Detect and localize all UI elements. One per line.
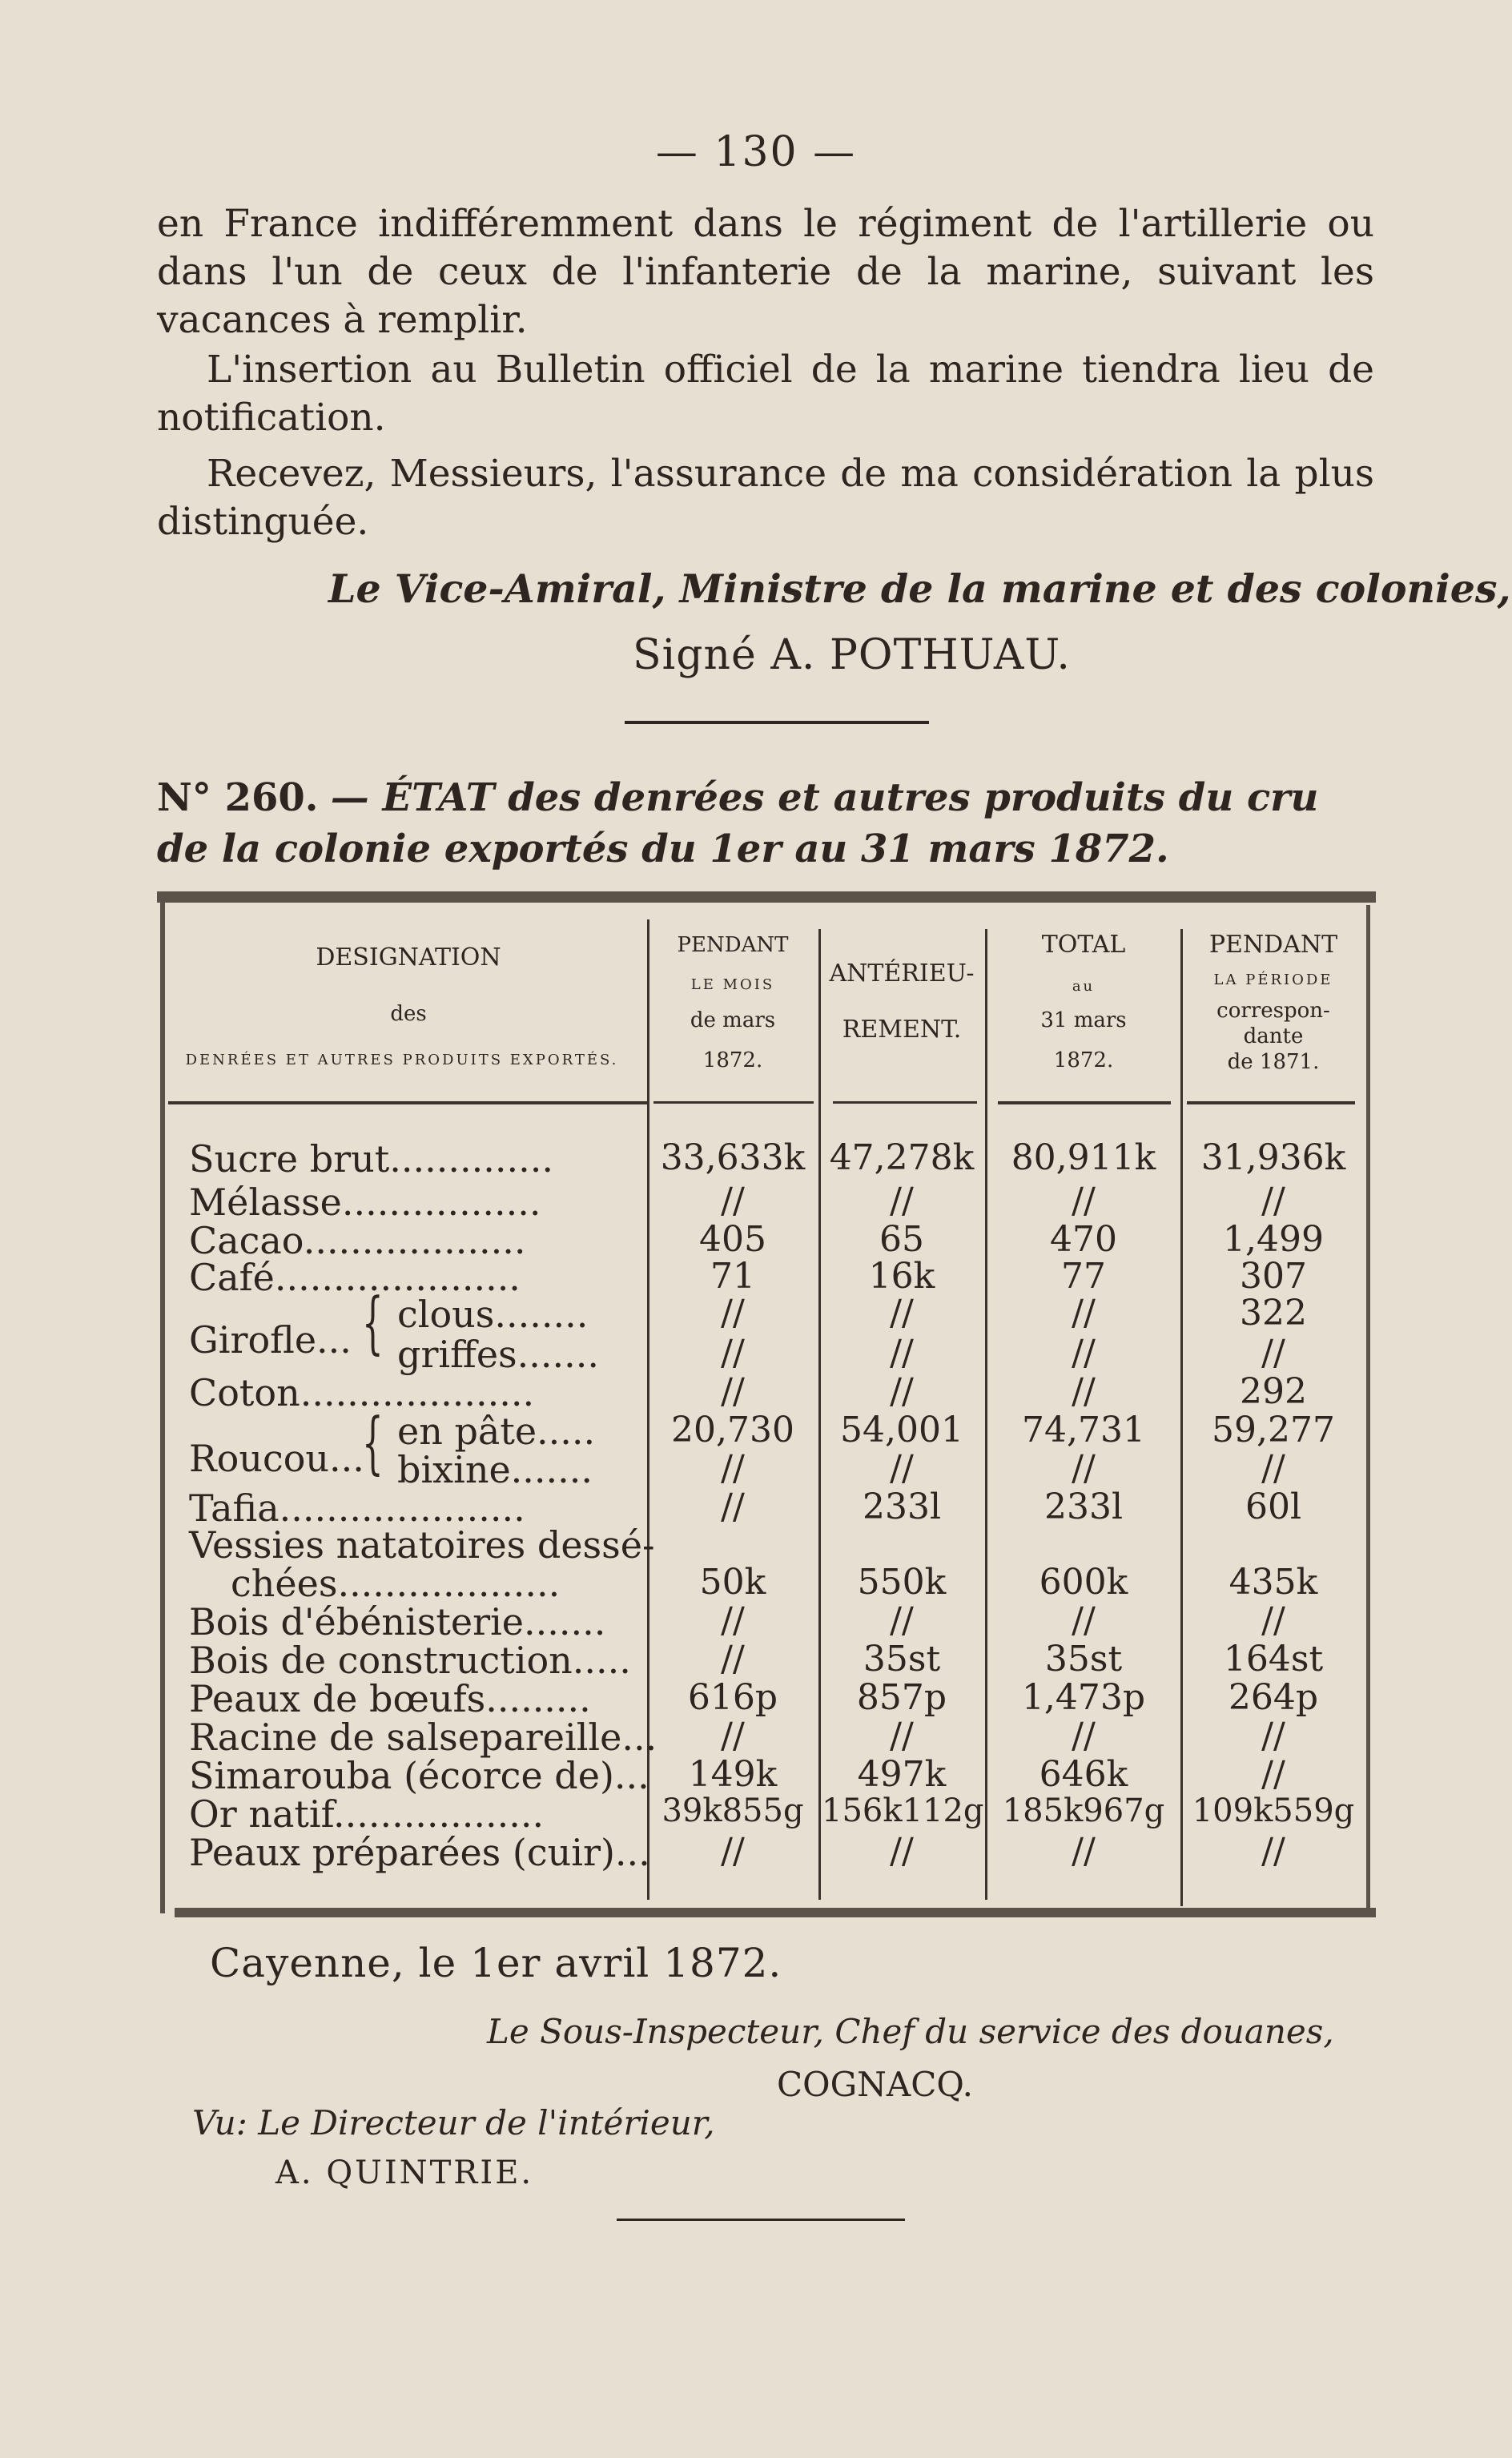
header-designation-1: DESIGNATION [316,943,501,972]
paragraph-1: en France indifféremment dans le régiment de l'artillerie ou dans l'un de ceux de l'infanterie de la marine, suivant les vacances à remplir. [157,202,1374,342]
closing-vu-name: A. QUINTRIE. [275,2154,534,2191]
group-label-girofle: Girofle... [189,1318,352,1362]
table-cell: // [1072,1448,1096,1489]
header-underline-4 [998,1101,1171,1104]
table-cell: 149k [688,1754,778,1795]
table-row-label: Or natif.................. [189,1792,545,1836]
table-cell: // [721,1831,745,1872]
table-cell: 646k [1039,1754,1128,1795]
table-cell: // [1261,1600,1285,1641]
table-cell: // [890,1448,914,1489]
table-row-label: Coton.................... [189,1371,535,1414]
table-cell: 74,731 [1022,1410,1145,1450]
header-col3-4: 1872. [1053,1048,1114,1072]
closing-signatory-name: COGNACQ. [777,2065,974,2104]
table-left-border [160,903,165,1913]
table-row-label: griffes....... [397,1333,600,1376]
signatory-name: Signé A. POTHUAU. [633,631,1071,679]
table-row-label: bixine....... [397,1448,593,1491]
group-label-roucou: Roucou... [189,1437,364,1480]
table-cell: // [890,1716,914,1756]
col-divider-2 [818,929,821,1900]
header-designation-3: DENRÉES ET AUTRES PRODUITS EXPORTÉS. [185,1052,619,1068]
table-cell: 322 [1240,1293,1307,1334]
table-cell: // [1072,1333,1096,1374]
table-cell: 54,001 [840,1410,963,1450]
table-row-label: Café..................... [189,1256,521,1299]
table-cell: 35st [1044,1639,1123,1680]
table-cell: 156k112g [822,1792,984,1829]
table-cell: // [890,1181,914,1221]
table-cell: // [721,1448,745,1489]
header-col4-5: de 1871. [1227,1050,1320,1074]
table-cell: // [1072,1600,1096,1641]
table-cell: // [721,1600,745,1641]
table-cell: // [1072,1371,1096,1412]
table-row-label: en pâte..... [397,1410,596,1453]
table-row-label: chées................... [231,1562,561,1605]
header-col4-3: correspon- [1216,999,1330,1023]
table-cell: 31,936k [1200,1137,1346,1178]
table-cell: // [721,1486,745,1527]
table-cell: 47,278k [829,1137,975,1178]
table-cell: // [721,1333,745,1374]
header-col3-1: TOTAL [1041,931,1126,959]
header-col2-2: REMENT. [842,1016,962,1044]
brace-roucou: { [362,1403,384,1482]
table-row-label: Bois de construction..... [189,1639,631,1682]
table-cell: // [1261,1716,1285,1756]
table-cell: // [1072,1181,1096,1221]
table-cell: 292 [1240,1371,1307,1412]
table-cell: // [1261,1181,1285,1221]
table-row-label: Tafia..................... [189,1486,525,1530]
table-cell: 600k [1039,1562,1128,1603]
header-col3-3: 31 mars [1040,1008,1127,1032]
table-cell: 20,730 [671,1410,794,1450]
table-cell: 1,499 [1223,1219,1324,1260]
table-cell: // [890,1293,914,1334]
table-cell: 50k [699,1562,766,1603]
header-underline-5 [1187,1101,1355,1104]
header-col4-4: dante [1243,1024,1304,1048]
table-cell: // [1261,1754,1285,1795]
header-col1-4: 1872. [702,1048,763,1072]
brace-girofle: { [362,1283,384,1362]
header-col4-1: PENDANT [1208,931,1338,959]
table-cell: 185k967g [1002,1792,1165,1829]
table-row-label: Simarouba (écorce de)... [189,1754,649,1797]
table-cell: 233l [1044,1486,1124,1527]
table-cell: 405 [699,1219,766,1260]
closing-place-date: Cayenne, le 1er avril 1872. [210,1940,782,1986]
separator-rule [625,721,929,724]
table-row-label: Peaux préparées (cuir)... [189,1831,650,1874]
col-divider-4 [1180,929,1183,1906]
closing-vu: Vu: Le Directeur de l'intérieur, [192,2103,715,2142]
table-cell: 60l [1245,1486,1302,1527]
paragraph-2: L'insertion au Bulletin officiel de la marine tiendra lieu de notification. [157,348,1374,440]
table-cell: 470 [1050,1219,1117,1260]
table-row-label: clous........ [397,1293,589,1336]
header-col1-1: PENDANT [677,933,789,957]
table-cell: // [890,1371,914,1412]
table-cell: 307 [1240,1256,1307,1297]
table-cell: 109k559g [1192,1792,1355,1829]
table-cell: 264p [1228,1677,1319,1718]
table-cell: 65 [879,1219,924,1260]
header-underline-3 [833,1101,977,1104]
page-number: — 130 — [655,128,857,176]
table-cell: // [721,1181,745,1221]
header-col3-2: au [1072,978,1096,995]
closing-signatory-title: Le Sous-Inspecteur, Chef du service des douanes, [487,2012,1334,2051]
table-cell: // [721,1293,745,1334]
table-row-label: Peaux de bœufs......... [189,1677,591,1720]
header-underline-1 [168,1101,649,1104]
header-designation-2: des [390,1002,427,1026]
table-cell: // [890,1333,914,1374]
table-cell: 16k [868,1256,935,1297]
document-number: N° 260. [157,775,319,820]
table-cell: 435k [1228,1562,1318,1603]
table-row-label: Bois d'ébénisterie....... [189,1600,606,1643]
table-row-label: Cacao................... [189,1219,526,1262]
table-cell: // [1261,1333,1285,1374]
table-right-border [1366,905,1370,1914]
table-cell: 857p [856,1677,947,1718]
paragraph-3: Recevez, Messieurs, l'assurance de ma considération la plus distinguée. [157,452,1374,544]
table-cell: 71 [710,1256,755,1297]
table-top-border [157,891,1376,903]
document-heading [157,772,1374,875]
table-row-label: Mélasse................. [189,1181,541,1224]
table-cell: // [890,1600,914,1641]
table-cell: 233l [862,1486,942,1527]
table-cell: // [1261,1831,1285,1872]
header-col4-2: LA PÉRIODE [1213,972,1333,988]
table-cell: 35st [863,1639,941,1680]
table-row-label: Sucre brut.............. [189,1137,553,1181]
table-cell: 550k [857,1562,947,1603]
table-cell: // [1072,1293,1096,1334]
table-cell: // [721,1716,745,1756]
table-cell: // [1261,1448,1285,1489]
table-cell: // [721,1639,745,1680]
table-cell: 1,473p [1021,1677,1146,1718]
table-cell: // [1072,1716,1096,1756]
closing-rule [617,2219,905,2221]
table-cell: // [890,1831,914,1872]
header-col2-1: ANTÉRIEU- [829,959,975,988]
signatory-title: Le Vice-Amiral, Ministre de la marine et des colonies, [328,565,1511,612]
table-row-label: Racine de salsepareille... [189,1716,657,1759]
col-divider-3 [985,929,987,1900]
table-cell: 497k [857,1754,947,1795]
table-cell: 80,911k [1011,1137,1156,1178]
table-cell: 77 [1061,1256,1106,1297]
table-bottom-border [175,1908,1376,1917]
table-cell: 39k855g [662,1792,804,1829]
table-row-label: Vessies natatoires dessé- [189,1523,655,1567]
table-cell: 59,277 [1212,1410,1335,1450]
document-title: — ÉTAT des denrées et autres produits du cru de la colonie exportés du 1er au 31 mars 1872. [157,775,1319,871]
table-cell: // [721,1371,745,1412]
table-cell: 164st [1223,1639,1324,1680]
header-underline-2 [653,1101,814,1104]
table-cell: // [1072,1831,1096,1872]
header-col1-2: LE MOIS [690,976,775,993]
table-cell: 33,633k [660,1137,806,1178]
header-col1-3: de mars [690,1008,776,1032]
table-cell: 616p [687,1677,778,1718]
